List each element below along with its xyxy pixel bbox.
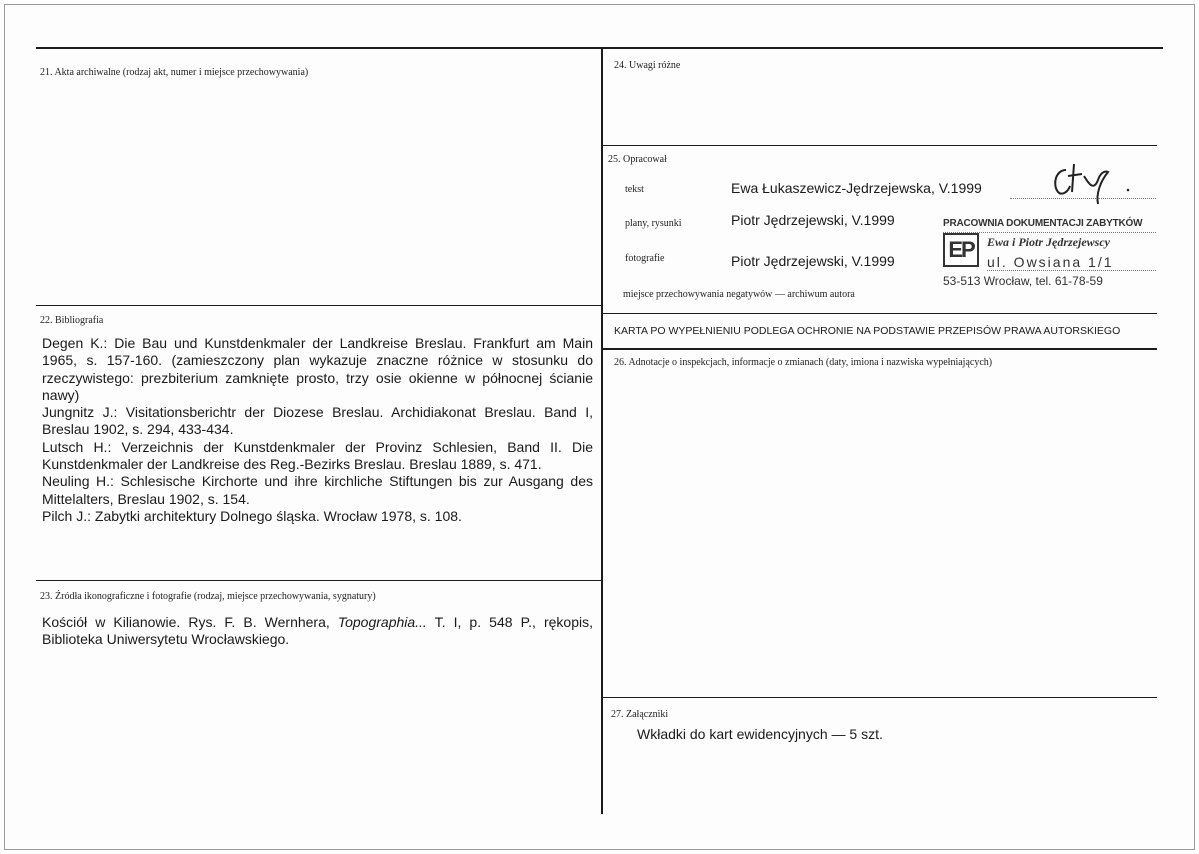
bibliography-entry: Jungnitz J.: Visitationsberichtr der Diozese Breslau. Archidiakonat Breslau. Band I, Breslau 1902, s. 294, 433-434. xyxy=(42,404,593,438)
signature-mark xyxy=(1048,162,1138,206)
fotografie-value: Piotr Jędrzejewski, V.1999 xyxy=(731,253,895,269)
section-27-label: 27. Załączniki xyxy=(611,709,669,720)
tekst-value: Ewa Łukaszewicz-Jędrzejewska, V.1999 xyxy=(731,180,982,196)
stamp-city: 53-513 Wrocław, tel. 61-78-59 xyxy=(943,274,1103,288)
section-23-label: 23. Źródła ikonograficzne i fotografie (rodzaj, miejsce przechowywania, sygnatury) xyxy=(40,591,376,602)
iconographic-sources-text xyxy=(42,614,593,649)
tekst-label: tekst xyxy=(625,184,644,195)
plany-value: Piotr Jędrzejewski, V.1999 xyxy=(731,212,895,228)
rule-25-copyright xyxy=(602,313,1157,314)
sources-text-end: T. I, p. 548 P., rękopis, Biblioteka Uniwersytetu Wrocławskiego. xyxy=(42,614,593,648)
section-22-label: 22. Bibliografia xyxy=(40,315,104,326)
bibliography-entry: Pilch J.: Zabytki architektury Dolnego śląska. Wrocław 1978, s. 108. xyxy=(42,507,462,524)
rule-26-27 xyxy=(602,697,1157,698)
section-26-label: 26. Adnotacje o inspekcjach, informacje o zmianach (daty, imiona i nazwiska wypełniających) xyxy=(614,357,993,368)
rule-21-22 xyxy=(36,305,602,306)
sources-text-title: Topographia... xyxy=(337,614,427,630)
attachments-value: Wkładki do kart ewidencyjnych — 5 szt. xyxy=(637,726,883,742)
sources-text-start: Kościół w Kilianowie. Rys. F. B. Wernhera, xyxy=(42,614,338,630)
fotografie-label: fotografie xyxy=(625,253,665,264)
stamp-logo: EP xyxy=(943,233,979,267)
rule-22-23 xyxy=(36,580,602,581)
bibliography-entry: Degen K.: Die Bau und Kunstdenkmaler der Landkreise Breslau. Frankfurt am Main 1965, s. 157-160. (zamieszczony plan wykazuje znaczne różnice w stosunku do rzeczywistego: prezbiterium zamknięte prosto, trzy osie okienne w północnej ścianie nawy) xyxy=(42,335,593,403)
negatives-location: miejsce przechowywania negatywów — archiwum autora xyxy=(623,289,855,300)
section-21-label: 21. Akta archiwalne (rodzaj akt, numer i miejsce przechowywania) xyxy=(40,67,309,78)
rule-copyright-26 xyxy=(602,348,1157,350)
stamp-title: PRACOWNIA DOKUMENTACJI ZABYTKÓW xyxy=(943,218,1143,229)
stamp-names: Ewa i Piotr Jędrzejewscy xyxy=(987,235,1110,249)
center-divider xyxy=(601,48,603,814)
section-24-label: 24. Uwagi różne xyxy=(614,60,681,71)
bibliography-entry: Lutsch H.: Verzeichnis der Kunstdenkmaler der Provinz Schlesien, Band II. Die Kunstdenkmaler der Landkreise des Reg.-Bezirks Breslau. Breslau 1889, s. 471. xyxy=(42,438,593,473)
top-rule xyxy=(36,47,1163,49)
copyright-notice: KARTA PO WYPEŁNIENIU PODLEGA OCHRONIE NA PODSTAWIE PRZEPISÓW PRAWA AUTORSKIEGO xyxy=(614,325,1121,337)
stamp-street-dotted-line xyxy=(987,270,1156,271)
bibliography-list xyxy=(42,335,593,525)
stamp-street: ul. Owsiana 1/1 xyxy=(987,254,1114,270)
plany-label: plany, rysunki xyxy=(625,218,682,229)
section-25-label: 25. Opracował xyxy=(608,154,667,165)
rule-24-25 xyxy=(602,145,1157,146)
bibliography-entry: Neuling H.: Schlesische Kirchorte und ihre kirchliche Stiftungen bis zur Ausgang des Mittelalters, Breslau 1902, s. 154. xyxy=(42,473,593,507)
